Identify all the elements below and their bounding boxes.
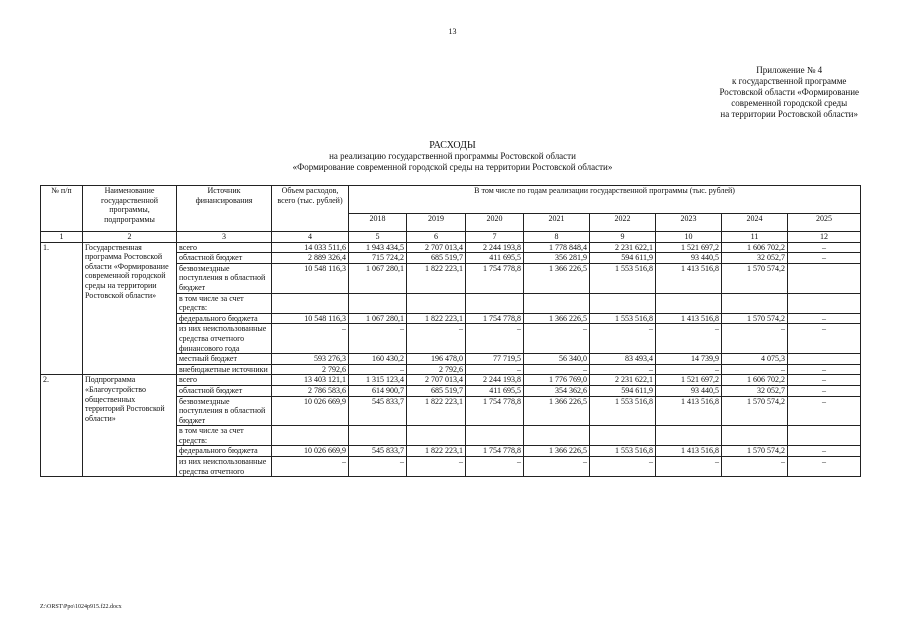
year-amount bbox=[407, 426, 466, 446]
column-number: 3 bbox=[177, 232, 272, 243]
year-amount: – bbox=[590, 457, 656, 477]
year-amount: 1 822 223,1 bbox=[407, 313, 466, 324]
row-number: 1. bbox=[41, 242, 83, 375]
title-line: на реализацию государственной программы Ростовской области bbox=[329, 151, 576, 161]
year-amount bbox=[722, 426, 788, 446]
year-amount: 1 067 280,1 bbox=[349, 313, 407, 324]
year-amount: 411 695,5 bbox=[466, 385, 524, 396]
column-number: 1 bbox=[41, 232, 83, 243]
column-number: 10 bbox=[656, 232, 722, 243]
year-amount bbox=[722, 293, 788, 313]
year-amount: 196 478,0 bbox=[407, 354, 466, 365]
funding-source: в том числе за счет средств: bbox=[177, 426, 272, 446]
year-amount: 1 067 280,1 bbox=[349, 263, 407, 293]
year-amount: 1 822 223,1 bbox=[407, 396, 466, 426]
title-main: РАСХОДЫ bbox=[429, 140, 476, 151]
year-amount: – bbox=[788, 446, 861, 457]
year-amount: 1 822 223,1 bbox=[407, 446, 466, 457]
row-number: 2. bbox=[41, 375, 83, 477]
year-amount bbox=[524, 293, 590, 313]
year-amount: – bbox=[590, 364, 656, 375]
year-amount: 594 611,9 bbox=[590, 253, 656, 264]
year-amount: 1 570 574,2 bbox=[722, 446, 788, 457]
column-number: 9 bbox=[590, 232, 656, 243]
total-amount bbox=[272, 293, 349, 313]
header-year: 2022 bbox=[590, 214, 656, 232]
year-amount: 1 570 574,2 bbox=[722, 313, 788, 324]
header-year: 2018 bbox=[349, 214, 407, 232]
funding-source: федерального бюджета bbox=[177, 313, 272, 324]
year-amount: – bbox=[788, 364, 861, 375]
year-amount: 14 739,9 bbox=[656, 354, 722, 365]
appendix-line: Ростовской области «Формирование bbox=[719, 87, 859, 97]
column-number: 7 bbox=[466, 232, 524, 243]
year-amount: 411 695,5 bbox=[466, 253, 524, 264]
year-amount: 93 440,5 bbox=[656, 253, 722, 264]
year-amount: – bbox=[349, 324, 407, 354]
expenses-table bbox=[40, 185, 861, 477]
header-source: Источник финансирования bbox=[177, 186, 272, 232]
year-amount: 685 519,7 bbox=[407, 253, 466, 264]
year-amount: 1 553 516,8 bbox=[590, 446, 656, 457]
total-amount: 2 792,6 bbox=[272, 364, 349, 375]
year-amount bbox=[656, 426, 722, 446]
year-amount: 545 833,7 bbox=[349, 396, 407, 426]
year-amount: 594 611,9 bbox=[590, 385, 656, 396]
appendix-line: Приложение № 4 bbox=[756, 65, 823, 75]
table-row bbox=[41, 242, 861, 253]
year-amount bbox=[590, 293, 656, 313]
column-number: 4 bbox=[272, 232, 349, 243]
column-number: 8 bbox=[524, 232, 590, 243]
year-amount: – bbox=[524, 457, 590, 477]
funding-source: в том числе за счет средств: bbox=[177, 293, 272, 313]
year-amount: 1 754 778,8 bbox=[466, 396, 524, 426]
year-amount: 2 707 013,4 bbox=[407, 375, 466, 386]
funding-source: внебюджетные источники bbox=[177, 364, 272, 375]
total-amount: 10 026 669,9 bbox=[272, 446, 349, 457]
year-amount: 1 553 516,8 bbox=[590, 263, 656, 293]
year-amount: – bbox=[524, 324, 590, 354]
total-amount: 10 026 669,9 bbox=[272, 396, 349, 426]
year-amount: 1 413 516,8 bbox=[656, 396, 722, 426]
year-amount: 1 521 697,2 bbox=[656, 375, 722, 386]
funding-source: областной бюджет bbox=[177, 253, 272, 264]
year-amount: 1 413 516,8 bbox=[656, 263, 722, 293]
year-amount bbox=[349, 426, 407, 446]
total-amount: – bbox=[272, 324, 349, 354]
year-amount: 1 754 778,8 bbox=[466, 313, 524, 324]
year-amount: 32 052,7 bbox=[722, 385, 788, 396]
year-amount bbox=[590, 426, 656, 446]
year-amount: – bbox=[788, 253, 861, 264]
year-amount: 1 315 123,4 bbox=[349, 375, 407, 386]
year-amount: 1 366 226,5 bbox=[524, 263, 590, 293]
year-amount: – bbox=[656, 324, 722, 354]
total-amount: 10 548 116,3 bbox=[272, 313, 349, 324]
header-num: № п/п bbox=[41, 186, 83, 232]
year-amount: 1 778 848,4 bbox=[524, 242, 590, 253]
year-amount: 1 366 226,5 bbox=[524, 446, 590, 457]
year-amount: – bbox=[466, 364, 524, 375]
header-name: Наименование государственной программы, подпрограммы bbox=[83, 186, 177, 232]
table-row bbox=[41, 375, 861, 386]
year-amount: 2 244 193,8 bbox=[466, 242, 524, 253]
header-year: 2024 bbox=[722, 214, 788, 232]
appendix-line: к государственной программе bbox=[732, 76, 847, 86]
year-amount bbox=[788, 293, 861, 313]
year-amount: 2 231 622,1 bbox=[590, 375, 656, 386]
year-amount: – bbox=[788, 324, 861, 354]
year-amount: 1 413 516,8 bbox=[656, 313, 722, 324]
year-amount bbox=[349, 293, 407, 313]
column-number: 5 bbox=[349, 232, 407, 243]
year-amount: – bbox=[788, 313, 861, 324]
year-amount: 1 606 702,2 bbox=[722, 375, 788, 386]
year-amount: 1 776 769,0 bbox=[524, 375, 590, 386]
year-amount: 1 413 516,8 bbox=[656, 446, 722, 457]
page-number: 13 bbox=[448, 27, 457, 36]
year-amount bbox=[656, 293, 722, 313]
total-amount: 593 276,3 bbox=[272, 354, 349, 365]
file-path-footer: Z:\ORST\Ppo\1024p915.f22.docx bbox=[40, 604, 122, 610]
year-amount: – bbox=[788, 375, 861, 386]
header-year: 2025 bbox=[788, 214, 861, 232]
year-amount: – bbox=[590, 324, 656, 354]
year-amount: – bbox=[349, 364, 407, 375]
funding-source: всего bbox=[177, 242, 272, 253]
funding-source: местный бюджет bbox=[177, 354, 272, 365]
year-amount: 685 519,7 bbox=[407, 385, 466, 396]
total-amount: 10 548 116,3 bbox=[272, 263, 349, 293]
year-amount: 77 719,5 bbox=[466, 354, 524, 365]
column-number-row bbox=[41, 232, 861, 243]
header-years-title: В том числе по годам реализации государственной программы (тыс. рублей) bbox=[349, 186, 861, 214]
year-amount: 2 231 622,1 bbox=[590, 242, 656, 253]
program-name: Подпрограмма «Благоустройство общественных территорий Ростовской области» bbox=[83, 375, 177, 477]
year-amount bbox=[524, 426, 590, 446]
year-amount: 1 754 778,8 bbox=[466, 263, 524, 293]
year-amount bbox=[788, 263, 861, 293]
year-amount: 1 606 702,2 bbox=[722, 242, 788, 253]
year-amount: 356 281,9 bbox=[524, 253, 590, 264]
year-amount: 160 430,2 bbox=[349, 354, 407, 365]
title-line: «Формирование современной городской среды на территории Ростовской области» bbox=[292, 162, 613, 172]
year-amount: – bbox=[466, 324, 524, 354]
year-amount: 1 521 697,2 bbox=[656, 242, 722, 253]
header-year: 2023 bbox=[656, 214, 722, 232]
column-number: 6 bbox=[407, 232, 466, 243]
year-amount: – bbox=[788, 242, 861, 253]
year-amount: – bbox=[788, 396, 861, 426]
year-amount: 1 553 516,8 bbox=[590, 313, 656, 324]
funding-source: из них неиспользованные средства отчетного bbox=[177, 457, 272, 477]
appendix-block bbox=[719, 65, 859, 120]
year-amount: 1 754 778,8 bbox=[466, 446, 524, 457]
year-amount: 83 493,4 bbox=[590, 354, 656, 365]
year-amount: 1 570 574,2 bbox=[722, 396, 788, 426]
year-amount bbox=[788, 354, 861, 365]
funding-source: всего bbox=[177, 375, 272, 386]
year-amount: 32 052,7 bbox=[722, 253, 788, 264]
year-amount: 2 244 193,8 bbox=[466, 375, 524, 386]
column-number: 2 bbox=[83, 232, 177, 243]
program-name: Государственная программа Ростовской области «Формирование современной городской среды на территории Ростовской области» bbox=[83, 242, 177, 375]
year-amount: 2 707 013,4 bbox=[407, 242, 466, 253]
header-volume: Объем расходов, всего (тыс. рублей) bbox=[272, 186, 349, 232]
year-amount: 1 822 223,1 bbox=[407, 263, 466, 293]
year-amount: – bbox=[349, 457, 407, 477]
year-amount: – bbox=[407, 457, 466, 477]
funding-source: из них неиспользованные средства отчетного финансового года bbox=[177, 324, 272, 354]
year-amount: 93 440,5 bbox=[656, 385, 722, 396]
year-amount: – bbox=[466, 457, 524, 477]
appendix-line: на территории Ростовской области» bbox=[720, 109, 858, 119]
year-amount: – bbox=[524, 364, 590, 375]
column-number: 12 bbox=[788, 232, 861, 243]
year-amount: 56 340,0 bbox=[524, 354, 590, 365]
column-number: 11 bbox=[722, 232, 788, 243]
year-amount: 4 075,3 bbox=[722, 354, 788, 365]
year-amount: 715 724,2 bbox=[349, 253, 407, 264]
appendix-line: современной городской среды bbox=[731, 98, 848, 108]
year-amount: – bbox=[788, 457, 861, 477]
total-amount: 2 786 583,6 bbox=[272, 385, 349, 396]
year-amount: 2 792,6 bbox=[407, 364, 466, 375]
year-amount: 1 553 516,8 bbox=[590, 396, 656, 426]
year-amount: 354 362,6 bbox=[524, 385, 590, 396]
total-amount: 13 403 121,1 bbox=[272, 375, 349, 386]
total-amount: 14 033 511,6 bbox=[272, 242, 349, 253]
year-amount: 1 366 226,5 bbox=[524, 396, 590, 426]
total-amount: – bbox=[272, 457, 349, 477]
year-amount: 1 570 574,2 bbox=[722, 263, 788, 293]
total-amount: 2 889 326,4 bbox=[272, 253, 349, 264]
funding-source: безвозмездные поступления в областной бюджет bbox=[177, 263, 272, 293]
header-year: 2020 bbox=[466, 214, 524, 232]
year-amount: – bbox=[407, 324, 466, 354]
year-amount: – bbox=[722, 457, 788, 477]
funding-source: областной бюджет bbox=[177, 385, 272, 396]
year-amount bbox=[466, 293, 524, 313]
year-amount: – bbox=[722, 324, 788, 354]
funding-source: федерального бюджета bbox=[177, 446, 272, 457]
funding-source: безвозмездные поступления в областной бюджет bbox=[177, 396, 272, 426]
year-amount: – bbox=[722, 364, 788, 375]
document-title bbox=[0, 140, 905, 173]
header-year: 2021 bbox=[524, 214, 590, 232]
year-amount: 545 833,7 bbox=[349, 446, 407, 457]
year-amount: – bbox=[788, 385, 861, 396]
year-amount: – bbox=[656, 364, 722, 375]
total-amount bbox=[272, 426, 349, 446]
year-amount: – bbox=[656, 457, 722, 477]
year-amount: 614 900,7 bbox=[349, 385, 407, 396]
year-amount bbox=[466, 426, 524, 446]
header-year: 2019 bbox=[407, 214, 466, 232]
year-amount bbox=[407, 293, 466, 313]
year-amount: 1 366 226,5 bbox=[524, 313, 590, 324]
year-amount bbox=[788, 426, 861, 446]
year-amount: 1 943 434,5 bbox=[349, 242, 407, 253]
